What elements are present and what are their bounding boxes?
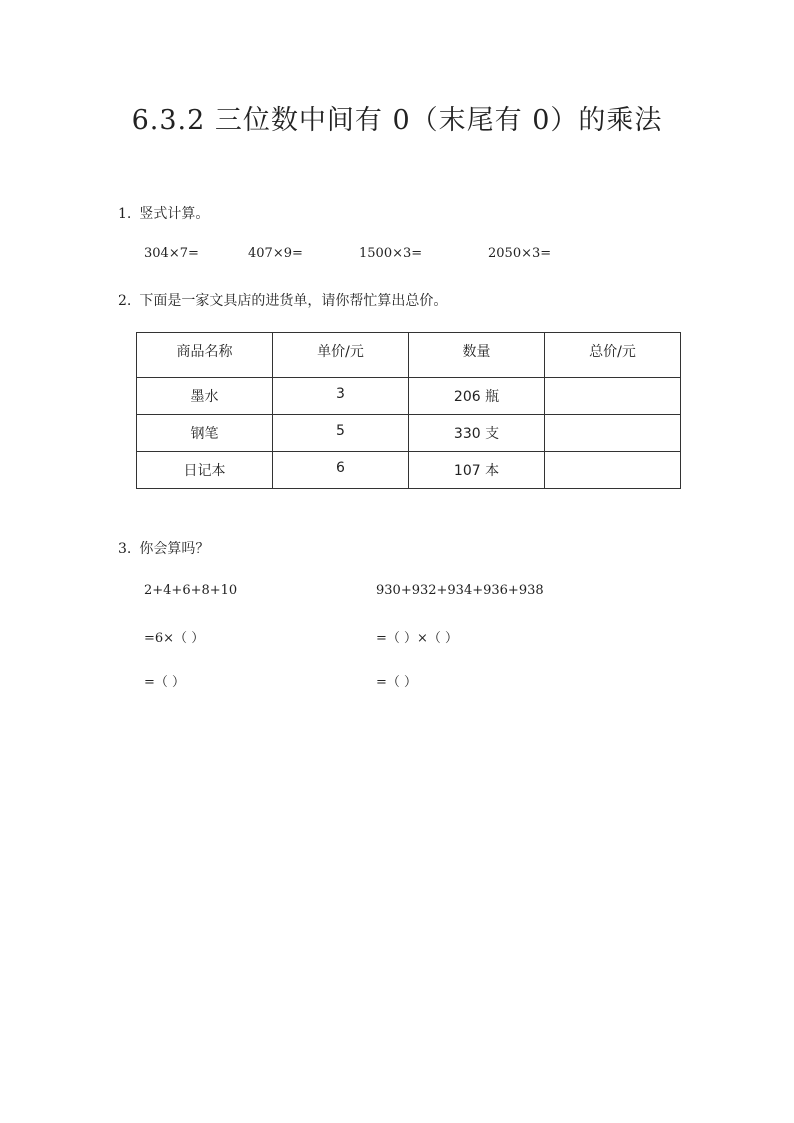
- table-header-row: [137, 333, 681, 378]
- table-row: [137, 378, 681, 415]
- cell-total-answer[interactable]: [545, 415, 681, 452]
- question-1-prompt: 竖式计算。: [139, 206, 210, 222]
- cell-total-answer[interactable]: [545, 378, 681, 415]
- question-3-number: 3.: [118, 541, 132, 557]
- table-row: [137, 452, 681, 489]
- cell-product: 钢笔: [137, 415, 273, 452]
- question-3: [118, 538, 209, 558]
- header-unit-price: 单价/元: [273, 333, 409, 378]
- cell-unit-price: 3: [273, 378, 409, 415]
- cell-product: 墨水: [137, 378, 273, 415]
- cell-total-answer[interactable]: [545, 452, 681, 489]
- cell-quantity: 107 本: [409, 452, 545, 489]
- left-line-1: 2+4+6+8+10: [144, 583, 238, 598]
- question-3-prompt: 你会算吗？: [139, 541, 210, 557]
- question-1: [118, 203, 209, 223]
- left-line-3: =（ ）: [144, 675, 186, 690]
- cell-unit-price: 6: [273, 452, 409, 489]
- header-product-name: 商品名称: [137, 333, 273, 378]
- right-line-3: =（ ）: [376, 675, 418, 690]
- left-line-2: =6×（ ）: [144, 631, 205, 646]
- expression-3: 1500×3=: [359, 246, 423, 261]
- expression-2: 407×9=: [248, 246, 303, 261]
- cell-quantity: 206 瓶: [409, 378, 545, 415]
- page-title: 6.3.2 三位数中间有 0（末尾有 0）的乘法: [131, 105, 663, 136]
- expression-1: 304×7=: [144, 246, 199, 261]
- question-1-number: 1.: [118, 206, 132, 222]
- purchase-table: [136, 332, 681, 489]
- cell-quantity: 330 支: [409, 415, 545, 452]
- cell-unit-price: 5: [273, 415, 409, 452]
- header-total-price: 总价/元: [545, 333, 681, 378]
- right-line-1: 930+932+934+936+938: [376, 583, 544, 598]
- right-line-2: =（ ）×（ ）: [376, 631, 459, 646]
- header-quantity: 数量: [409, 333, 545, 378]
- cell-product: 日记本: [137, 452, 273, 489]
- question-2-prompt: 下面是一家文具店的进货单，请你帮忙算出总价。: [139, 293, 448, 309]
- table-row: [137, 415, 681, 452]
- expression-4: 2050×3=: [488, 246, 552, 261]
- question-2: [118, 290, 447, 310]
- question-2-number: 2.: [118, 293, 132, 309]
